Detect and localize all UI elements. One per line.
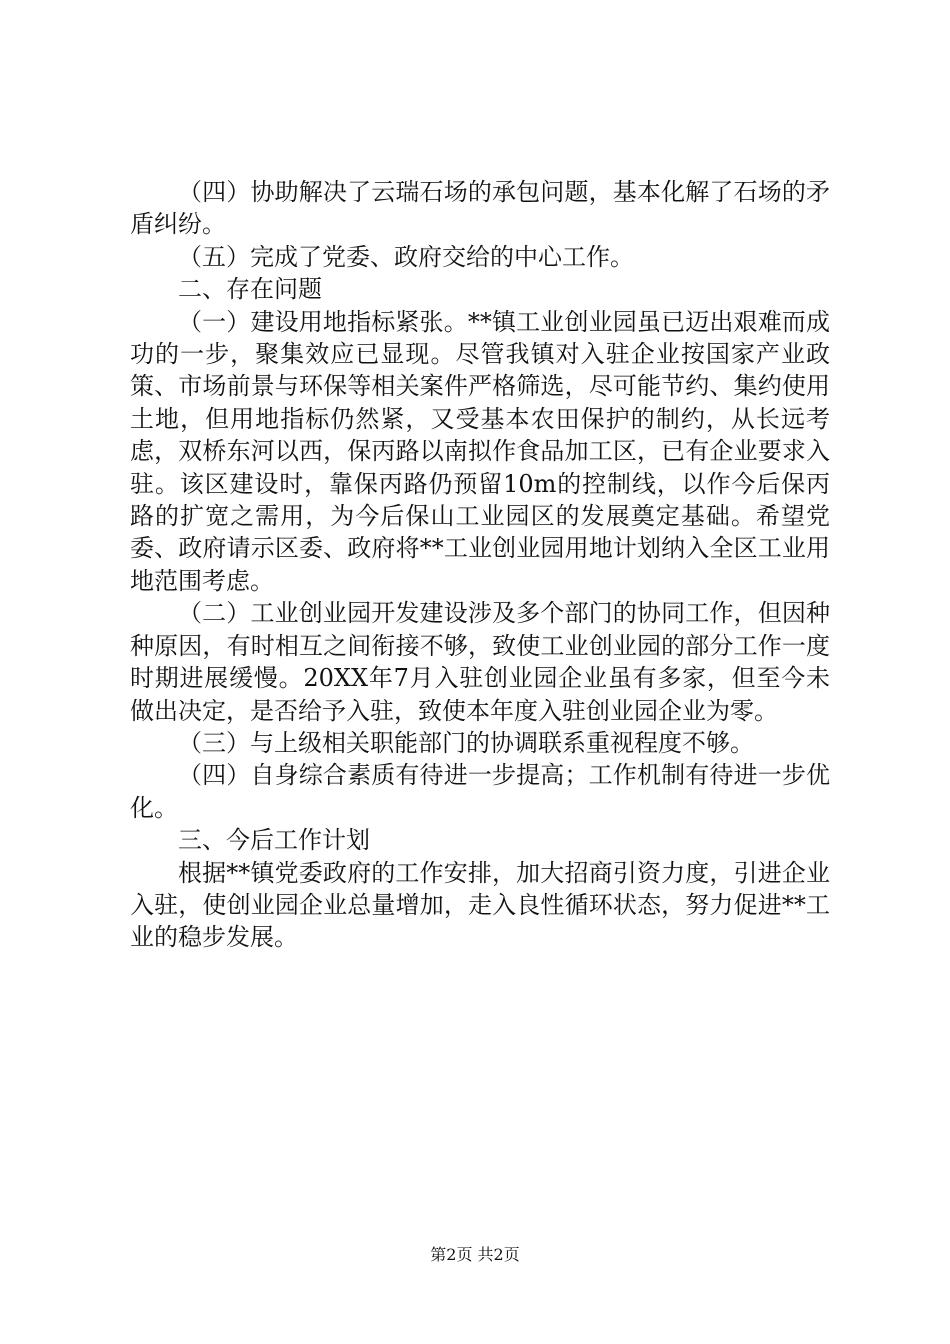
document-body — [130, 176, 830, 954]
paragraph-section1-item5: （五）完成了党委、政府交给的中心工作。 — [178, 242, 634, 271]
paragraph-future-plan: 根据**镇党委政府的工作安排，加大招商引资力度，引进企业入驻，使创业园企业总量增加，走入良性循环状态，努力促进**工业的稳步发展。 — [130, 858, 830, 952]
paragraph-problem-3: （三）与上级相关职能部门的协调联系重视程度不够。 — [178, 728, 754, 757]
paragraph-problem-1: （一）建设用地指标紧张。**镇工业创业园虽已迈出艰难而成功的一步，聚集效应已显现。尽管我镇对入驻企业按国家产业政策、市场前景与环保等相关案件严格筛选，尽可能节约、集约使用土地，但用地指标仍然紧，又受基本农田保护的制约，从长远考虑，双桥东河以西，保丙路以南拟作食品加工区，已有企业要求入驻。该区建设时，靠保丙路仍预留10m的控制线，以作今后保丙路的扩宽之需用，为今后保山工业园区的发展奠定基础。希望党委、政府请示区委、政府将**工业创业园用地计划纳入全区工业用地范围考虑。 — [130, 307, 830, 595]
heading-existing-problems: 二、存在问题 — [178, 275, 322, 304]
paragraph-problem-4: （四）自身综合素质有待进一步提高；工作机制有待进一步优化。 — [130, 761, 830, 822]
page-number-footer: 第2页 共2页 — [430, 1245, 520, 1264]
heading-future-plan: 三、今后工作计划 — [178, 826, 370, 855]
paragraph-problem-2: （二）工业创业园开发建设涉及多个部门的协同工作，但因种种原因，有时相互之间衔接不够，致使工业创业园的部分工作一度时期进展缓慢。20XX年7月入驻创业园企业虽有多家，但至今未做出决定，是否给予入驻，致使本年度入驻创业园企业为零。 — [130, 599, 830, 725]
paragraph-section1-item4: （四）协助解决了云瑞石场的承包问题，基本化解了石场的矛盾纠纷。 — [130, 178, 830, 239]
